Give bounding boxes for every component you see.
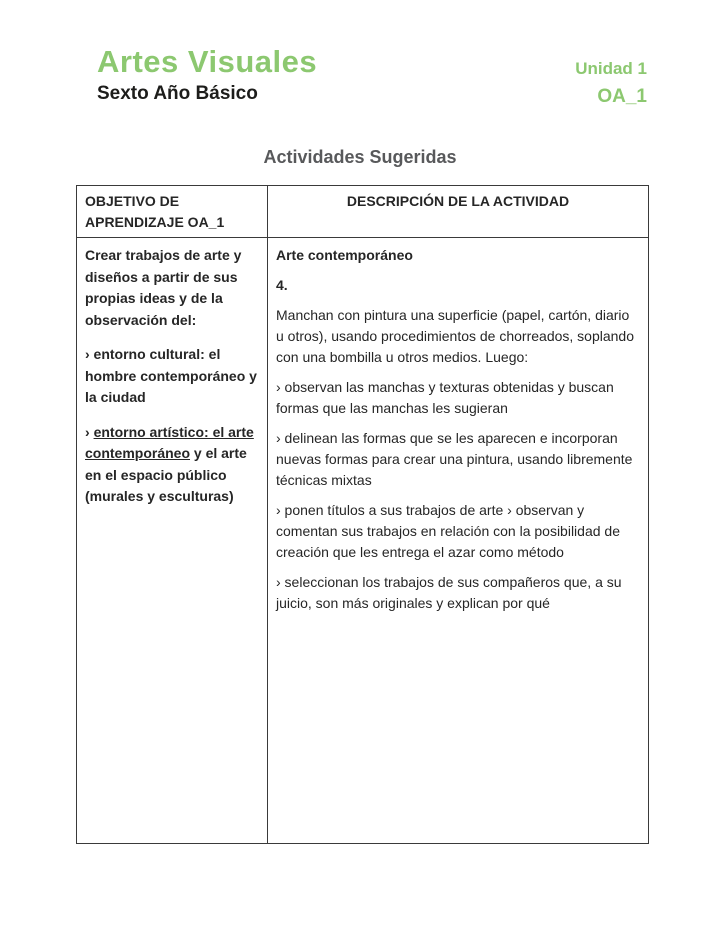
activity-heading: Arte contemporáneo [276,247,413,263]
objective-bullet-2 [85,422,259,508]
activity-paragraph: › delinean las formas que se les aparecen e incorporan nuevas formas para crear una pintura, usando libremente técnicas mixtas [276,430,633,488]
document-header [97,44,647,109]
activities-table-body [77,238,649,844]
activity-number: 4. [276,277,288,293]
description-column-header: DESCRIPCIÓN DE LA ACTIVIDAD [268,186,649,238]
oa-code-label: OA_1 [597,86,647,107]
header-left [97,44,317,106]
objective-bullet-2-rest: y el arte en el espacio público (murales y esculturas) [85,445,247,504]
section-title: Actividades Sugeridas [263,147,457,167]
objective-cell [77,238,268,844]
objective-column-header: OBJETIVO DE APRENDIZAJE OA_1 [77,186,268,238]
document-subtitle: Sexto Año Básico [97,83,258,104]
objective-bullet-2-underlined-phrase: entorno artístico: el arte contemporáneo [85,423,254,461]
description-cell [268,238,649,844]
table-header-row [77,186,649,238]
activities-table-header [77,186,649,238]
activity-paragraph: › observan las manchas y texturas obtenidas y buscan formas que las manchas les sugieran [276,379,614,416]
objective-bullet-1: › entorno cultural: el hombre contemporáneo y la ciudad [85,346,257,405]
activity-paragraph: Manchan con pintura una superficie (papel, cartón, diario u otros), usando procedimientos de chorreados, soplando con una bombilla u otros medios. Luego: [276,307,634,365]
unit-label: Unidad 1 [575,59,647,78]
activity-paragraph: › seleccionan los trabajos de sus compañeros que, a su juicio, son más originales y explican por qué [276,574,622,611]
activities-table [76,185,649,844]
objective-bullet-2-marker: › [85,423,94,440]
table-row [77,238,649,844]
header-right [575,44,647,109]
activity-paragraph: › ponen títulos a sus trabajos de arte › observan y comentan sus trabajos en relación con la posibilidad de creación que les entrega el azar como método [276,502,620,560]
objective-intro: Crear trabajos de arte y diseños a partir de sus propias ideas y de la observación del: [85,247,242,328]
document-title: Artes Visuales [97,44,318,79]
